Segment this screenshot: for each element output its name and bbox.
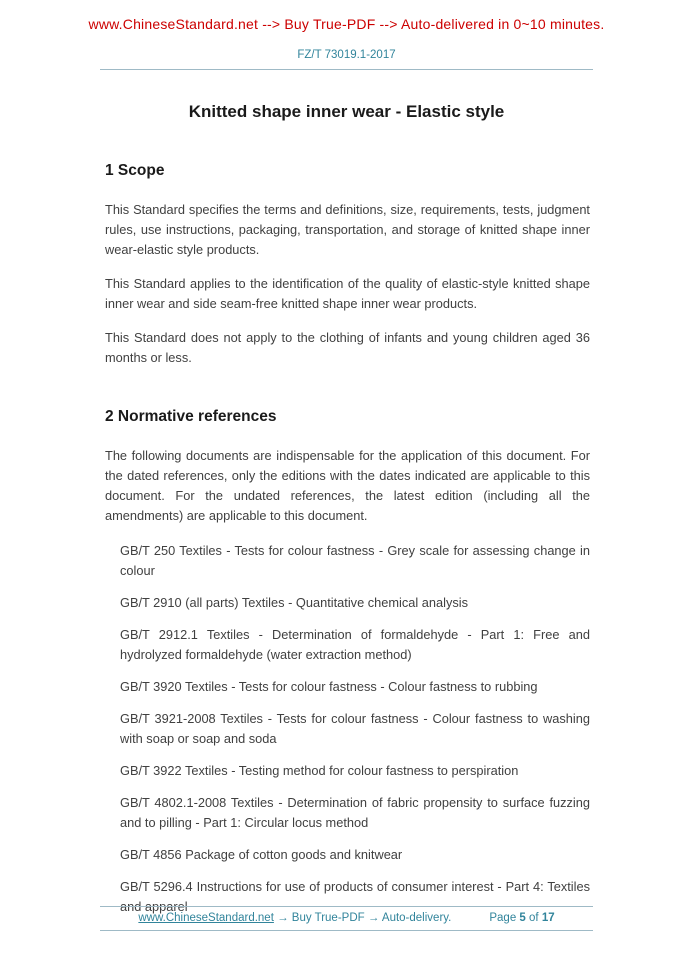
page-body <box>105 162 590 917</box>
section-heading-scope: 1 Scope <box>105 162 165 179</box>
page-indicator <box>489 912 554 924</box>
header-divider <box>100 69 593 70</box>
footer-tagline: → Buy True-PDF → Auto-delivery. <box>273 912 452 924</box>
footer-site-link[interactable]: www.ChineseStandard.net <box>138 912 274 924</box>
document-title: Knitted shape inner wear - Elastic style <box>188 102 505 121</box>
page-current: 5 <box>519 912 526 924</box>
reference-item: GB/T 2910 (all parts) Textiles - Quantitative chemical analysis <box>120 595 469 610</box>
reference-item: GB/T 5296.4 Instructions for use of products of consumer interest - Part 4: Textiles and apparel <box>120 879 590 914</box>
section-heading-normative-references: 2 Normative references <box>105 408 277 425</box>
reference-item: GB/T 2912.1 Textiles - Determination of formaldehyde - Part 1: Free and hydrolyzed formaldehyde (water extraction method) <box>120 627 590 662</box>
reference-item: GB/T 3921-2008 Textiles - Tests for colour fastness - Colour fastness to washing with soap or soap and soda <box>120 711 590 746</box>
scope-paragraph: This Standard specifies the terms and definitions, size, requirements, tests, judgment rules, use instructions, packaging, transportation, and storage of knitted shape inner wear-elastic style products. <box>105 202 590 257</box>
reference-item: GB/T 3922 Textiles - Testing method for colour fastness to perspiration <box>120 763 519 778</box>
footer-promo <box>138 912 451 924</box>
reference-item: GB/T 4856 Package of cotton goods and knitwear <box>120 847 403 862</box>
page-label: Page <box>489 912 517 924</box>
promo-banner: www.ChineseStandard.net --> Buy True-PDF --> Auto-delivered in 0~10 minutes. <box>88 16 605 32</box>
scope-paragraph: This Standard does not apply to the clothing of infants and young children aged 36 months or less. <box>105 330 590 365</box>
normative-intro-paragraph: The following documents are indispensable for the application of this document. For the dated references, only the editions with the dates indicated are applicable to this document. For the undated references, the latest edition (including all the amendments) are applicable to this document. <box>105 448 590 523</box>
page-of: of <box>529 912 539 924</box>
page-total: 17 <box>541 912 555 924</box>
reference-item: GB/T 3920 Textiles - Tests for colour fastness - Colour fastness to rubbing <box>120 679 538 694</box>
reference-item: GB/T 4802.1-2008 Textiles - Determination of fabric propensity to surface fuzzing and to pilling - Part 1: Circular locus method <box>120 795 590 830</box>
scope-paragraph: This Standard applies to the identification of the quality of elastic-style knitted shape inner wear and side seam-free knitted shape inner wear products. <box>105 276 590 311</box>
reference-item: GB/T 250 Textiles - Tests for colour fastness - Grey scale for assessing change in colour <box>120 543 590 578</box>
page-footer <box>100 906 593 931</box>
standard-number: FZ/T 73019.1-2017 <box>297 49 396 61</box>
